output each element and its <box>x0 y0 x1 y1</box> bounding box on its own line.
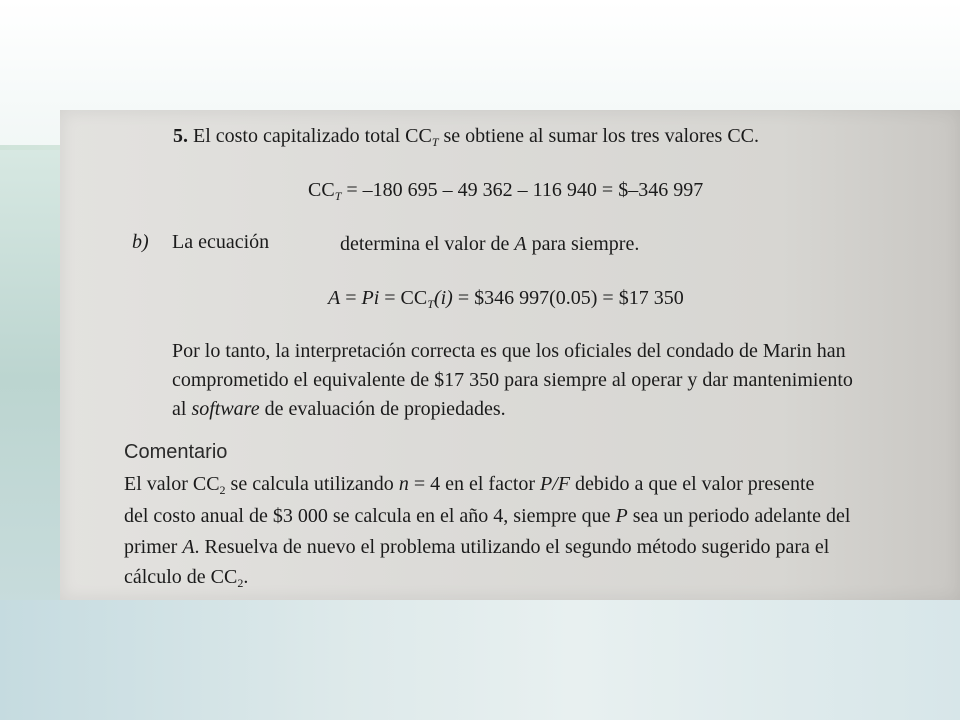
software-italic: software <box>191 398 260 420</box>
part-b-text-b: determina el valor de A para siempre. <box>340 233 640 255</box>
part-b-var-a: A <box>514 233 527 255</box>
eq1-rhs: = –180 695 – 49 362 – 116 940 = $–346 997 <box>341 179 704 201</box>
conclusion-line-2: comprometido el equivalente de $17 350 para siempre al operar y dar mantenimiento <box>172 369 853 391</box>
eq2-i-paren: (i) <box>433 287 453 309</box>
slide-decoration-bottom <box>0 600 960 720</box>
conclusion-line-3: al software de evaluación de propiedades. <box>172 398 506 420</box>
eq2-pi: Pi <box>361 287 380 309</box>
eq1-lhs: CC <box>308 179 335 201</box>
eq2-a: A <box>328 287 341 309</box>
eq1-subscript: T <box>334 189 342 203</box>
step-5-subscript: T <box>431 135 439 149</box>
conclusion-line-1: Por lo tanto, la interpretación correcta es que los oficiales del condado de Marin han <box>172 340 846 362</box>
comentario-heading: Comentario <box>124 441 228 463</box>
step-5-text-b: se obtiene al sumar los tres valores CC. <box>438 125 760 147</box>
comentario-line-2: del costo anual de $3 000 se calcula en el año 4, siempre que P sea un periodo adelante del <box>124 505 851 527</box>
step-number: 5. <box>173 125 188 147</box>
comentario-line-1: El valor $CC_2$ se calcula utilizando n = 4 en el factor P/F debido a que el valor presente <box>124 473 815 497</box>
part-b-text-a: La ecuación <box>172 231 270 253</box>
part-b-label: b) <box>132 231 149 253</box>
step-5-line <box>173 124 759 154</box>
equation-a: $A = Pi = CC_T(i)$ = $346 997(0.05) = $17 350 <box>328 287 684 311</box>
scanned-textbook-page <box>60 110 960 600</box>
equation-cct <box>308 178 703 208</box>
step-5-text-a: El costo capitalizado total CC <box>193 125 432 147</box>
comentario-line-3: primer A. Resuelva de nuevo el problema utilizando el segundo método sugerido para el <box>124 536 830 558</box>
eq2-subscript: T <box>427 297 434 311</box>
comentario-line-4: cálculo de $CC_2$. <box>124 566 249 590</box>
